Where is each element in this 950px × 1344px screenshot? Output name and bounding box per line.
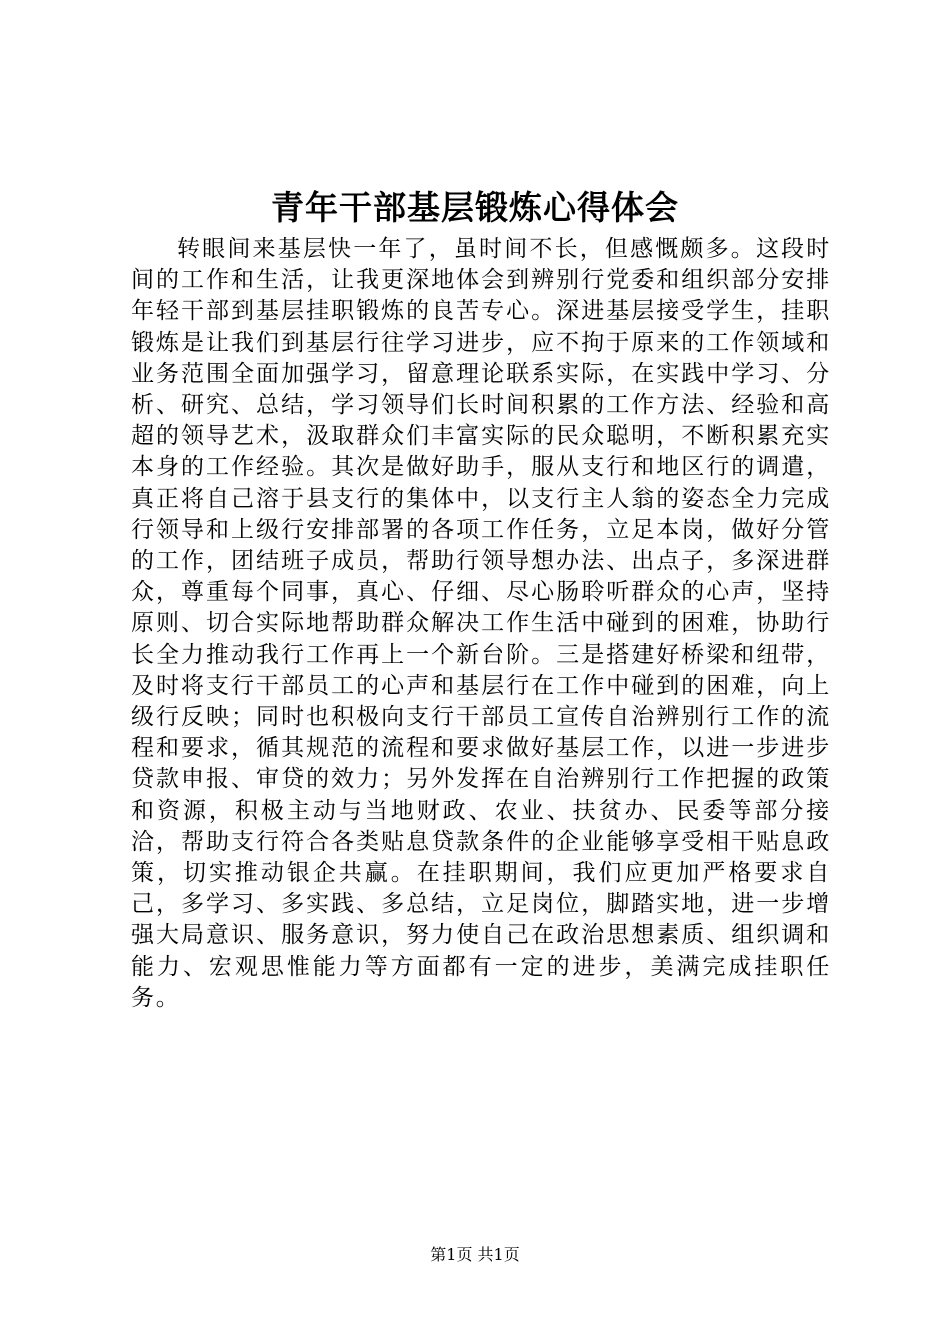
document-body-paragraph: 转眼间来基层快一年了，虽时间不长，但感慨颇多。这段时间的工作和生活，让我更深地体会到辨别行党委和组织部分安排年轻干部到基层挂职锻炼的良苦专心。深进基层接受学生，挂职锻炼是让我们到基层行往学习进步，应不拘于原来的工作领域和业务范围全面加强学习，留意理论联系实际，在实践中学习、分析、研究、总结，学习领导们长时间积累的工作方法、经验和高超的领导艺术，汲取群众们丰富实际的民众聪明，不断积累充实本身的工作经验。其次是做好助手，服从支行和地区行的调遣，真正将自己溶于县支行的集体中，以支行主人翁的姿态全力完成行领导和上级行安排部署的各项工作任务，立足本岗，做好分管的工作，团结班子成员，帮助行领导想办法、出点子，多深进群众，尊重每个同事，真心、仔细、尽心肠聆听群众的心声，坚持原则、切合实际地帮助群众解决工作生活中碰到的困难，协助行长全力推动我行工作再上一个新台阶。三是搭建好桥梁和纽带，及时将支行干部员工的心声和基层行在工作中碰到的困难，向上级行反映；同时也积极向支行干部员工宣传自治辨别行工作的流程和要求，循其规范的流程和要求做好基层工作，以进一步进步贷款申报、审贷的效力；另外发挥在自治辨别行工作把握的政策和资源，积极主动与当地财政、农业、扶贫办、民委等部分接洽，帮助支行符合各类贴息贷款条件的企业能够享受相干贴息政策，切实推动银企共赢。在挂职期间，我们应更加严格要求自己，多学习、多实践、多总结，立足岗位，脚踏实地，进一步增强大局意识、服务意识，努力使自己在政治思想素质、组织调和能力、宏观思惟能力等方面都有一定的进步，美满完成挂职任务。 <box>131 236 831 1011</box>
page-footer: 第1页 共1页 <box>430 1245 520 1264</box>
document-title: 青年干部基层锻炼心得体会 <box>271 188 679 227</box>
